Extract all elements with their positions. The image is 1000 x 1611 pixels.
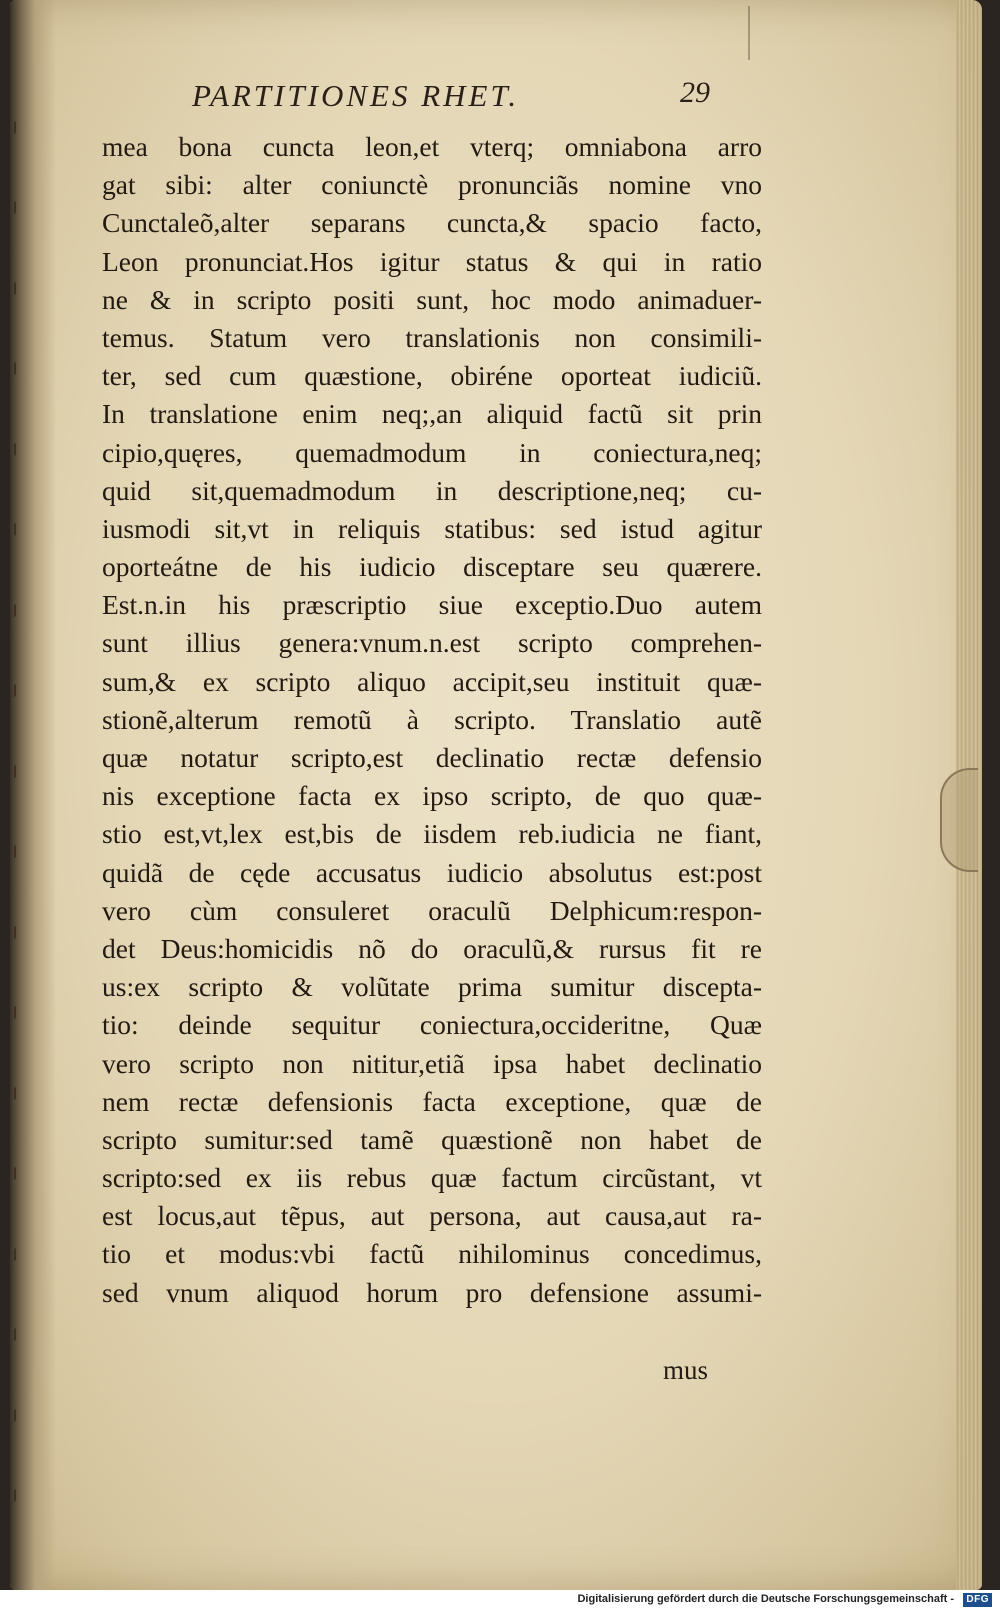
funding-credit: Digitalisierung gefördert durch die Deutsche Forschungsgemeinschaft - [577,1593,954,1605]
text-line: det Deus:homicidis nõ do oraculũ,& rursus fit re [102,932,762,964]
text-line: iusmodi sit,vt in reliquis statibus: sed istud agitur [102,512,762,544]
text-line: est locus,aut tẽpus, aut persona, aut causa,aut ra- [102,1200,762,1232]
text-line: stionẽ,alterum remotũ à scripto. Translatio autẽ [102,703,762,735]
text-block [102,128,762,1312]
text-line: quid sit,quemadmodum in descriptione,neq; cu- [102,474,762,506]
ruled-line-mark [748,6,750,60]
binding-gutter [10,0,56,1590]
text-line: mea bona cuncta leon,et vterq; omniabona arro [102,131,762,162]
text-line: Est.n.in his præscriptio siue exceptio.Duo autem [102,589,762,621]
text-line: nis exceptione facta ex ipso scripto, de quo quæ- [102,780,762,812]
text-line: scripto:sed ex iis rebus quæ factum circũstant, vt [102,1162,762,1194]
text-line: quæ notatur scripto,est declinatio rectæ defensio [102,742,762,773]
text-line: sum,& ex scripto aliquo accipit,seu instituit quæ- [102,665,762,697]
footer-bar [0,1590,1000,1611]
text-line: gat sibi: alter coniunctè pronunciãs nomine vno [102,169,762,201]
text-line: tio: deinde sequitur coniectura,occideritne, Quæ [102,1009,762,1041]
text-line: Leon pronunciat.Hos igitur status & qui in ratio [102,245,762,277]
text-line: tio et modus:vbi factũ nihilominus concedimus, [102,1238,762,1270]
book-page [10,0,982,1590]
text-line: scripto sumitur:sed tamẽ quæstionẽ non habet de [102,1123,762,1155]
page-clip-mark [940,768,978,872]
text-line: vero scripto non nititur,etiã ipsa habet declinatio [102,1047,762,1079]
text-line: stio est,vt,lex est,bis de iisdem reb.iudicia ne fiant, [102,818,762,850]
text-line: temus. Statum vero translationis non consimili- [102,321,762,353]
text-line: quidã de cęde accusatus iudicio absolutus est:post [102,856,762,888]
text-line: sed vnum aliquod horum pro defensione assumi- [102,1276,762,1308]
text-line: vero cùm consuleret oraculũ Delphicum:respon- [102,894,762,926]
text-line: oporteátne de his iudicio disceptare seu quærere. [102,551,762,583]
dfg-logo: DFG [963,1593,992,1607]
text-line: ne & in scripto positi sunt, hoc modo animaduer- [102,283,762,315]
text-line: us:ex scripto & volũtate prima sumitur discepta- [102,971,762,1003]
catchword: mus [663,1355,709,1385]
text-line: sunt illius genera:vnum.n.est scripto comprehen- [102,627,762,659]
text-line: In translatione enim neq;,an aliquid factũ sit prin [102,398,762,430]
page-number: 29 [680,76,710,109]
running-head: PARTITIONES RHET. [192,78,520,113]
text-line: cipio,quęres, quemadmodum in coniectura,neq; [102,436,762,468]
text-line: Cunctaleõ,alter separans cuncta,& spacio facto, [102,207,762,239]
text-line: ter, sed cum quæstione, obiréne oporteat iudiciũ. [102,360,762,392]
gutter-stitching [14,120,28,1500]
text-line: nem rectæ defensionis facta exceptione, quæ de [102,1085,762,1117]
